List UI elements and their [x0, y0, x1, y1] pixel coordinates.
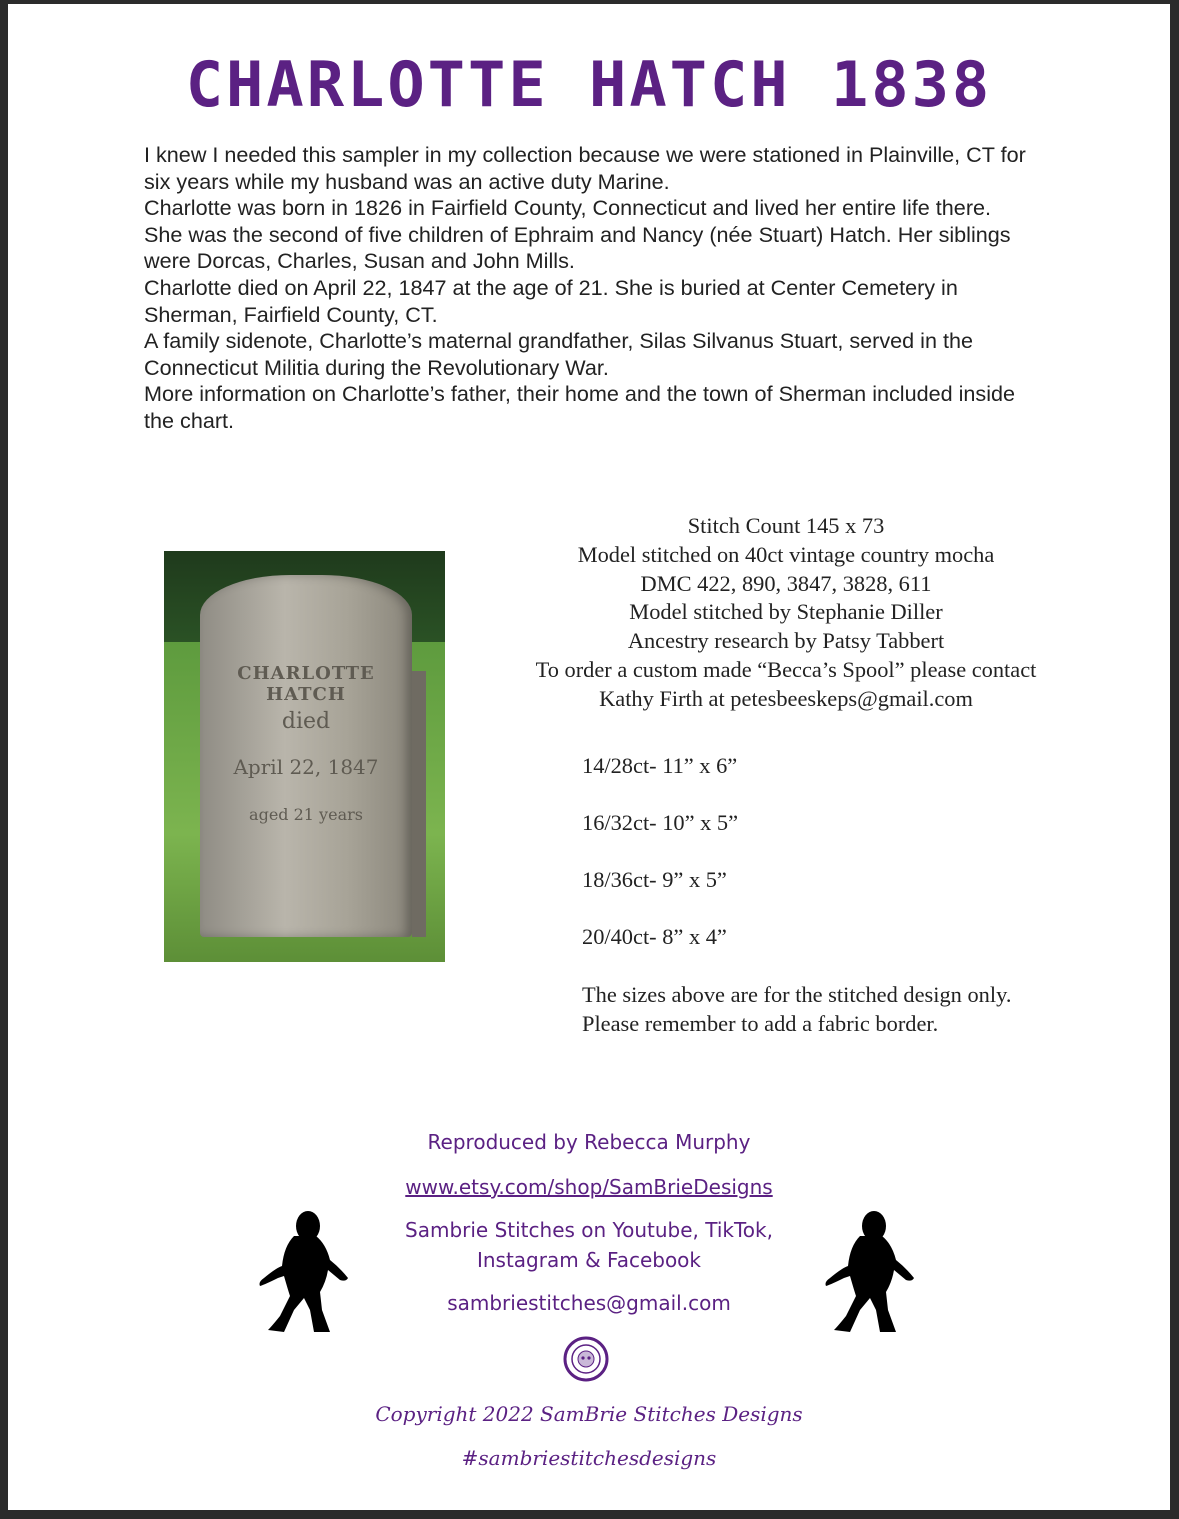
intro-text	[144, 142, 1044, 435]
chart-details	[476, 512, 1096, 714]
order-info: To order a custom made “Becca’s Spool” please contact	[535, 656, 1037, 682]
model-stitcher: Model stitched by Stephanie Diller	[629, 599, 943, 625]
copyright: Copyright 2022 SamBrie Stitches Designs	[375, 1402, 803, 1426]
size-item: 20/40ct- 8” x 4”	[582, 924, 727, 949]
fabric-info: Model stitched on 40ct vintage country mocha	[577, 541, 995, 567]
size-item: 18/36ct- 9” x 5”	[582, 867, 727, 892]
size-note	[582, 980, 1011, 1038]
stitch-count: Stitch Count 145 x 73	[687, 513, 885, 538]
research-credit: Ancestry research by Patsy Tabbert	[627, 628, 945, 654]
contact-info: Kathy Firth at petesbeeskeps@gmail.com	[599, 685, 973, 711]
floss-info: DMC 422, 890, 3847, 3828, 611	[640, 570, 932, 596]
intro-paragraph: A family sidenote, Charlotte’s maternal grandfather, Silas Silvanus Stuart, served in the Connecticut Militia during the Revolutionary War.	[144, 328, 973, 380]
intro-paragraph: Charlotte died on April 22, 1847 at the age of 21. She is buried at Center Cemetery in Sherman, Fairfield County, CT.	[144, 274, 958, 327]
bigfoot-icon	[820, 1206, 920, 1336]
spool-logo-icon	[563, 1336, 609, 1382]
headstone	[200, 575, 412, 937]
headstone-name: CHARLOTTE HATCH	[237, 663, 375, 705]
headstone-date: April 22, 1847	[233, 755, 379, 779]
intro-paragraph: She was the second of five children of Ephraim and Nancy (née Stuart) Hatch. Her siblings were Dorcas, Charles, Susan and John Mills.	[144, 221, 1011, 274]
contact-email[interactable]: sambriestitches@gmail.com	[447, 1291, 731, 1315]
reproduced-credit: Reproduced by Rebecca Murphy	[427, 1130, 751, 1154]
chart-page	[8, 4, 1170, 1510]
size-item: 16/32ct- 10” x 5”	[582, 810, 739, 835]
intro-paragraph: More information on Charlotte’s father, their home and the town of Sherman included inside the chart.	[144, 381, 1016, 433]
bigfoot-icon	[254, 1206, 354, 1336]
intro-paragraph: Charlotte was born in 1826 in Fairfield County, Connecticut and lived her entire life there.	[144, 195, 992, 221]
stone-side	[412, 671, 426, 937]
headstone-age: aged 21 years	[249, 805, 363, 824]
tombstone-photo	[164, 551, 445, 962]
social-line: Instagram & Facebook	[476, 1248, 702, 1272]
etsy-link-wrap	[8, 1175, 1170, 1199]
size-note-line: The sizes above are for the stitched design only.	[582, 982, 1012, 1007]
hashtag: #sambriestitchesdesigns	[461, 1446, 717, 1470]
intro-paragraph: I knew I needed this sampler in my collection because we were stationed in Plainville, CT for six years while my husband was an active duty Marine.	[144, 142, 1026, 194]
size-list	[582, 751, 738, 979]
size-item: 14/28ct- 11” x 6”	[582, 753, 738, 778]
headstone-died: died	[281, 709, 331, 734]
social-line: Sambrie Stitches on Youtube, TikTok,	[405, 1218, 773, 1242]
etsy-link[interactable]: www.etsy.com/shop/SamBrieDesigns	[405, 1175, 773, 1199]
page-title: CHARLOTTE HATCH 1838	[185, 48, 993, 121]
size-note-line: Please remember to add a fabric border.	[582, 1011, 939, 1036]
